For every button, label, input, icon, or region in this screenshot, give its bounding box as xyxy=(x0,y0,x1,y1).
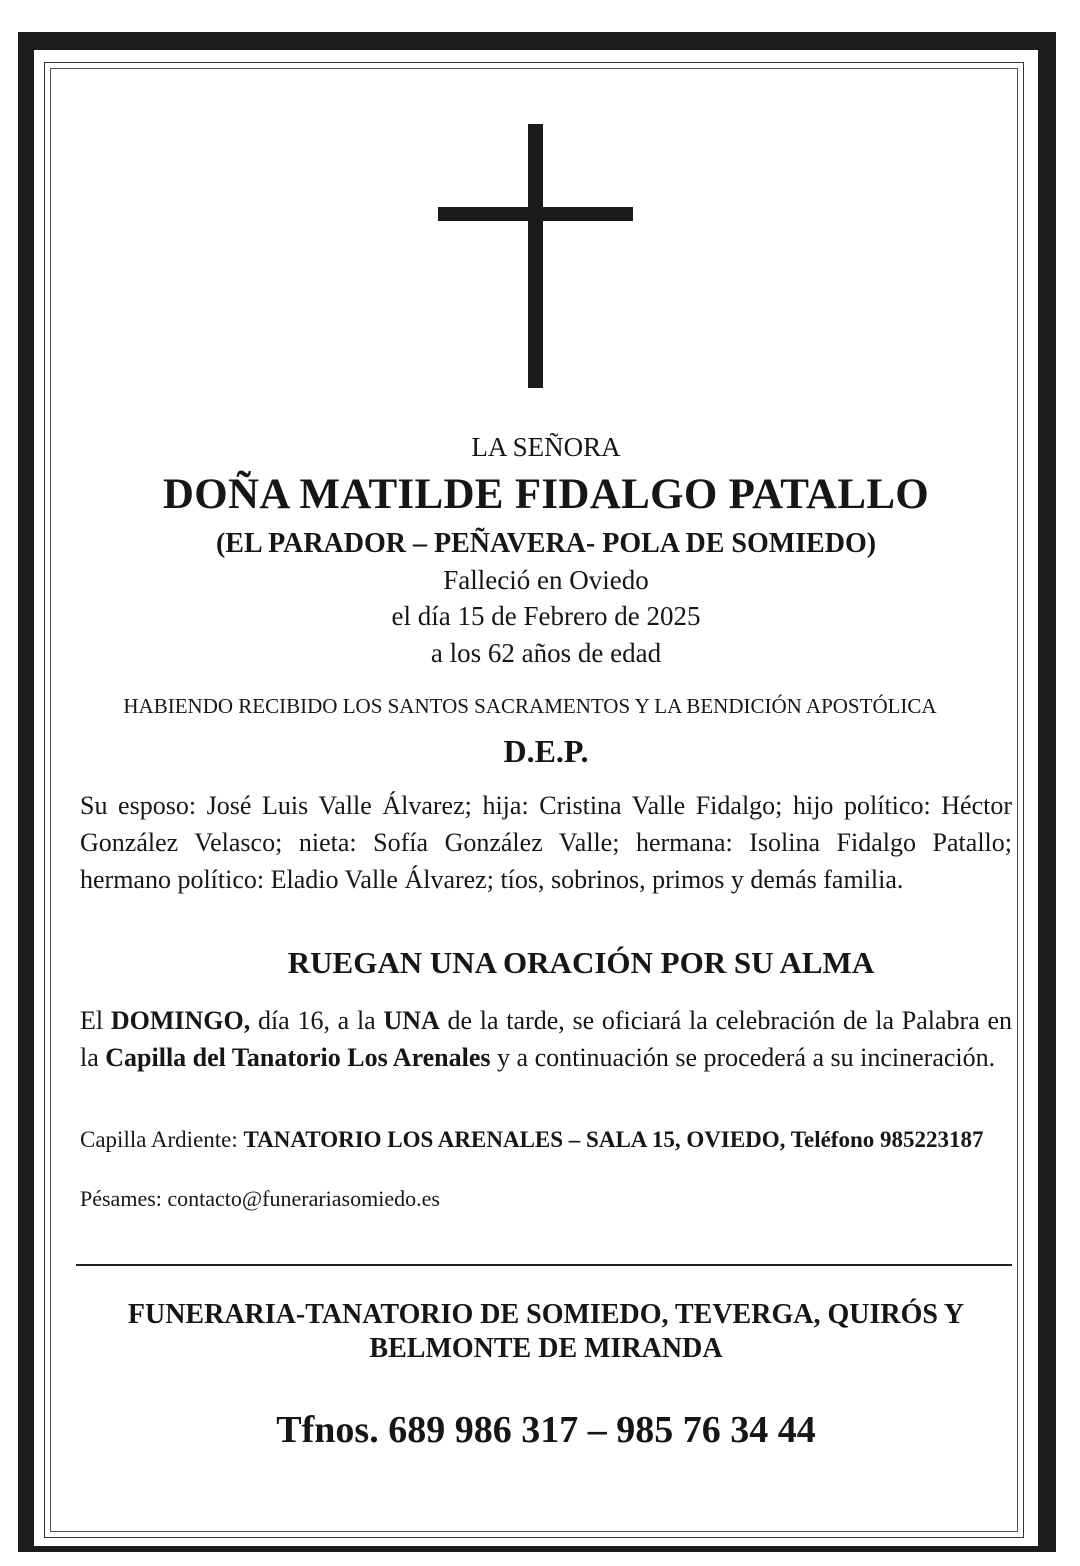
condolences-email[interactable]: contacto@funerariasomiedo.es xyxy=(167,1186,440,1211)
ceremony-place: Capilla del Tanatorio Los Arenales xyxy=(105,1043,491,1072)
sacraments-line: HABIENDO RECIBIDO LOS SANTOS SACRAMENTOS Y LA BENDICIÓN APOSTÓLICA xyxy=(123,694,937,718)
funeral-home-name: FUNERARIA-TANATORIO DE SOMIEDO, TEVERGA, QUIRÓS Y BELMONTE DE MIRANDA xyxy=(127,1299,965,1364)
ceremony-hour: UNA xyxy=(383,1006,440,1035)
chapel-info xyxy=(80,1124,1012,1155)
condolences-label: Pésames: xyxy=(80,1186,168,1211)
ceremony-day: DOMINGO, xyxy=(110,1006,251,1035)
family-paragraph: Su esposo: José Luis Valle Álvarez; hija: Cristina Valle Fidalgo; hijo político: Héctor González Velasco; nieta: Sofía González Valle; hermana: Isolina Fidalgo Patallo; hermano político: Eladio Valle Álvarez; tíos, sobrinos, primos y demás familia. xyxy=(80,791,1012,894)
deceased-name: DOÑA MATILDE FIDALGO PATALLO xyxy=(162,471,930,518)
funeral-home-phones: Tfnos. 689 986 317 – 985 76 34 44 xyxy=(276,1409,816,1451)
prayer-request: RUEGAN UNA ORACIÓN POR SU ALMA xyxy=(287,945,875,980)
death-place: Falleció en Oviedo xyxy=(443,565,649,595)
death-date: el día 15 de Febrero de 2025 xyxy=(391,601,701,631)
ceremony-paragraph: El DOMINGO, día 16, a la UNA de la tarde, se oficiará la celebración de la Palabra en la Capilla del Tanatorio Los Arenales y a continuación se procederá a su incineración. xyxy=(80,1006,1012,1072)
divider xyxy=(76,1264,1012,1266)
condolences xyxy=(80,1186,1012,1212)
heading: LA SEÑORA xyxy=(471,432,621,462)
dep-line: D.E.P. xyxy=(503,733,589,769)
chapel-value: TANATORIO LOS ARENALES – SALA 15, OVIEDO, Teléfono 985223187 xyxy=(243,1127,984,1152)
age: a los 62 años de edad xyxy=(430,638,662,668)
chapel-label: Capilla Ardiente: xyxy=(80,1127,244,1152)
origin-location: (EL PARADOR – PEÑAVERA- POLA DE SOMIEDO) xyxy=(215,528,877,559)
cross-icon xyxy=(436,124,636,390)
